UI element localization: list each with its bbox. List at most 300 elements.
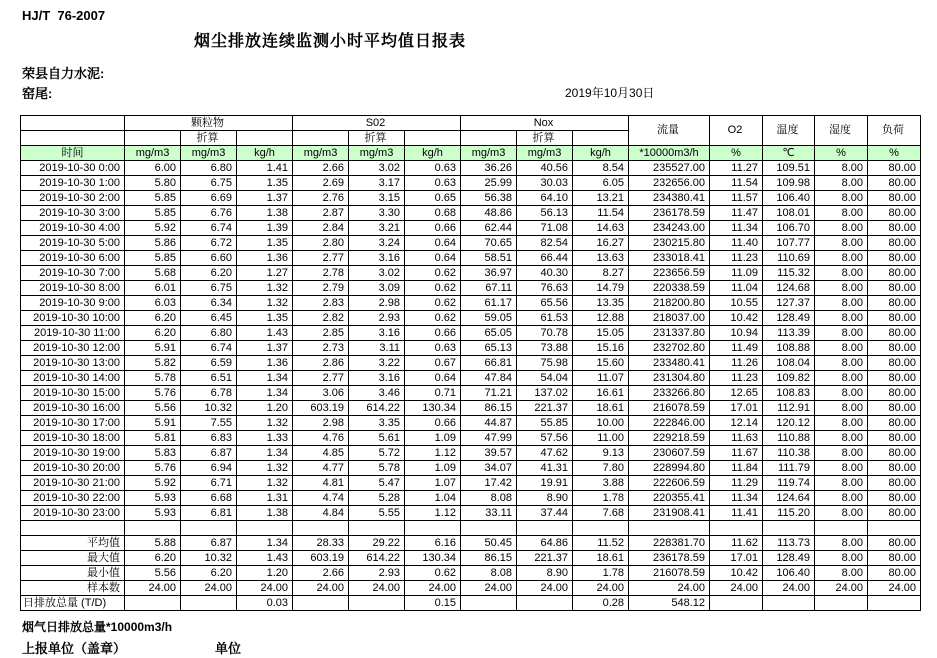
value-cell: 6.01 [125,281,181,296]
value-cell: 231337.80 [629,326,710,341]
value-cell: 18.61 [573,551,629,566]
value-cell: 5.81 [125,431,181,446]
value-cell: 2.77 [293,251,349,266]
value-cell: 230215.80 [629,236,710,251]
value-cell: 127.37 [763,296,815,311]
table-row [21,341,921,356]
table-row [21,491,921,506]
value-cell: 2.77 [293,371,349,386]
value-cell: 5.56 [125,401,181,416]
value-cell: 80.00 [868,296,921,311]
unit-cell: mg/m3 [461,146,517,161]
value-cell: 65.13 [461,341,517,356]
time-cell: 2019-10-30 8:00 [21,281,125,296]
value-cell: 15.05 [573,326,629,341]
value-cell: 6.20 [181,266,237,281]
value-cell: 10.32 [181,401,237,416]
value-cell [710,596,763,611]
unit-cell: ℃ [763,146,815,161]
value-cell: 64.10 [517,191,573,206]
converted-label: 折算 [349,131,405,146]
value-cell: 0.15 [405,596,461,611]
value-cell: 80.00 [868,191,921,206]
value-cell: 8.00 [815,566,868,581]
unit-cell: *10000m3/h [629,146,710,161]
value-cell: 119.74 [763,476,815,491]
value-cell: 11.84 [710,461,763,476]
value-cell: 11.63 [710,431,763,446]
value-cell: 1.39 [237,221,293,236]
value-cell: 86.15 [461,551,517,566]
value-cell: 7.80 [573,461,629,476]
value-cell: 24.00 [710,581,763,596]
value-cell: 0.64 [405,251,461,266]
time-cell: 2019-10-30 6:00 [21,251,125,266]
value-cell: 2.80 [293,236,349,251]
value-cell: 18.61 [573,401,629,416]
value-cell: 4.76 [293,431,349,446]
value-cell: 0.62 [405,566,461,581]
value-cell: 8.00 [815,491,868,506]
value-cell: 1.43 [237,551,293,566]
table-head [21,116,921,161]
time-cell: 2019-10-30 11:00 [21,326,125,341]
value-cell: 1.09 [405,461,461,476]
time-cell: 2019-10-30 17:00 [21,416,125,431]
cell [293,521,349,536]
value-cell: 11.29 [710,476,763,491]
value-cell: 80.00 [868,536,921,551]
value-cell: 2.93 [349,311,405,326]
value-cell: 107.77 [763,236,815,251]
cell [125,521,181,536]
value-cell: 3.16 [349,371,405,386]
time-cell: 2019-10-30 13:00 [21,356,125,371]
value-cell: 0.66 [405,416,461,431]
header-o2: O2 [710,116,763,146]
cell [763,521,815,536]
time-cell: 2019-10-30 5:00 [21,236,125,251]
summary-row [21,551,921,566]
value-cell: 1.04 [405,491,461,506]
table-row [21,446,921,461]
value-cell: 8.00 [815,461,868,476]
value-cell: 1.27 [237,266,293,281]
value-cell: 5.78 [349,461,405,476]
group-header-particulate: 颗粒物 [125,116,293,131]
value-cell: 40.30 [517,266,573,281]
value-cell: 2.87 [293,206,349,221]
value-cell: 11.23 [710,371,763,386]
cell [405,521,461,536]
value-cell [125,596,181,611]
value-cell: 4.84 [293,506,349,521]
value-cell: 5.55 [349,506,405,521]
value-cell: 1.41 [237,161,293,176]
value-cell: 216078.59 [629,401,710,416]
value-cell: 6.76 [181,206,237,221]
value-cell: 17.42 [461,476,517,491]
value-cell: 2.73 [293,341,349,356]
value-cell: 10.32 [181,551,237,566]
table-row [21,506,921,521]
value-cell: 6.45 [181,311,237,326]
value-cell: 82.54 [517,236,573,251]
value-cell: 24.00 [237,581,293,596]
unit-cell: mg/m3 [293,146,349,161]
value-cell: 221.37 [517,551,573,566]
value-cell: 1.34 [237,536,293,551]
value-cell: 2.83 [293,296,349,311]
value-cell: 24.00 [181,581,237,596]
value-cell: 0.67 [405,356,461,371]
cell [21,521,125,536]
value-cell: 6.68 [181,491,237,506]
table-row [21,431,921,446]
header-row-groups [21,116,921,131]
value-cell: 24.00 [868,581,921,596]
unit-cell: % [815,146,868,161]
value-cell: 0.03 [237,596,293,611]
value-cell: 0.68 [405,206,461,221]
value-cell: 8.08 [461,491,517,506]
value-cell: 0.63 [405,161,461,176]
value-cell: 232656.00 [629,176,710,191]
value-cell: 19.91 [517,476,573,491]
value-cell: 2.66 [293,566,349,581]
value-cell: 0.62 [405,311,461,326]
value-cell: 80.00 [868,251,921,266]
value-cell: 6.87 [181,536,237,551]
value-cell: 0.63 [405,176,461,191]
value-cell: 80.00 [868,446,921,461]
value-cell: 66.44 [517,251,573,266]
value-cell: 14.79 [573,281,629,296]
value-cell: 0.62 [405,296,461,311]
value-cell: 8.00 [815,326,868,341]
summary-row [21,581,921,596]
value-cell: 10.42 [710,311,763,326]
value-cell: 7.55 [181,416,237,431]
value-cell: 80.00 [868,386,921,401]
value-cell: 235527.00 [629,161,710,176]
value-cell: 11.09 [710,266,763,281]
time-cell: 2019-10-30 21:00 [21,476,125,491]
value-cell: 220355.41 [629,491,710,506]
value-cell: 222846.00 [629,416,710,431]
table-row [21,476,921,491]
value-cell: 8.00 [815,191,868,206]
value-cell: 33.11 [461,506,517,521]
value-cell: 8.00 [815,296,868,311]
value-cell: 223656.59 [629,266,710,281]
value-cell: 80.00 [868,491,921,506]
value-cell: 11.47 [710,206,763,221]
value-cell: 41.31 [517,461,573,476]
value-cell: 73.88 [517,341,573,356]
group-header-nox: Nox [461,116,629,131]
value-cell: 231908.41 [629,506,710,521]
value-cell: 124.68 [763,281,815,296]
cell [461,131,517,146]
value-cell: 2.98 [349,296,405,311]
value-cell: 13.63 [573,251,629,266]
value-cell [868,596,921,611]
value-cell: 5.85 [125,251,181,266]
value-cell: 8.00 [815,161,868,176]
value-cell: 56.13 [517,206,573,221]
value-cell: 1.32 [237,476,293,491]
cell [349,521,405,536]
value-cell: 6.87 [181,446,237,461]
unit-cell: mg/m3 [125,146,181,161]
value-cell: 113.73 [763,536,815,551]
value-cell [763,596,815,611]
value-cell: 3.15 [349,191,405,206]
value-cell: 76.63 [517,281,573,296]
unit-cell: mg/m3 [349,146,405,161]
report-title: 烟尘排放连续监测小时平均值日报表 [193,33,466,50]
value-cell: 54.04 [517,371,573,386]
time-cell: 2019-10-30 22:00 [21,491,125,506]
summary-label: 最大值 [21,551,125,566]
value-cell: 1.34 [237,371,293,386]
value-cell: 6.75 [181,176,237,191]
value-cell: 218200.80 [629,296,710,311]
value-cell: 229218.59 [629,431,710,446]
summary-row [21,596,921,611]
value-cell: 7.68 [573,506,629,521]
value-cell: 11.23 [710,251,763,266]
table-body [21,161,921,611]
value-cell: 11.41 [710,506,763,521]
value-cell: 6.60 [181,251,237,266]
value-cell: 3.02 [349,266,405,281]
value-cell: 128.49 [763,311,815,326]
value-cell: 6.05 [573,176,629,191]
value-cell: 3.16 [349,251,405,266]
value-cell: 65.56 [517,296,573,311]
value-cell: 65.05 [461,326,517,341]
value-cell: 8.00 [815,176,868,191]
value-cell: 29.22 [349,536,405,551]
value-cell: 5.83 [125,446,181,461]
cell [629,521,710,536]
value-cell: 70.65 [461,236,517,251]
value-cell: 0.62 [405,266,461,281]
report-date: 2019年10月30日 [565,86,655,100]
value-cell: 2.79 [293,281,349,296]
value-cell: 14.63 [573,221,629,236]
value-cell: 39.57 [461,446,517,461]
unit-cell: kg/h [237,146,293,161]
value-cell: 5.76 [125,386,181,401]
value-cell: 6.69 [181,191,237,206]
summary-row [21,566,921,581]
summary-label: 最小值 [21,566,125,581]
value-cell: 6.80 [181,161,237,176]
value-cell [517,596,573,611]
value-cell: 1.12 [405,506,461,521]
value-cell: 3.16 [349,326,405,341]
value-cell: 24.00 [461,581,517,596]
value-cell: 3.11 [349,341,405,356]
value-cell: 24.00 [573,581,629,596]
value-cell: 34.07 [461,461,517,476]
value-cell: 12.65 [710,386,763,401]
value-cell: 128.49 [763,551,815,566]
company-name: 荣县自力水泥: [22,66,105,81]
value-cell: 55.85 [517,416,573,431]
value-cell: 1.36 [237,251,293,266]
value-cell: 1.78 [573,491,629,506]
value-cell: 11.62 [710,536,763,551]
value-cell: 28.33 [293,536,349,551]
value-cell: 11.04 [710,281,763,296]
standard-code: HJ/T 76-2007 [22,8,106,23]
time-cell: 2019-10-30 14:00 [21,371,125,386]
value-cell: 11.52 [573,536,629,551]
value-cell: 5.92 [125,476,181,491]
value-cell: 10.42 [710,566,763,581]
value-cell: 8.90 [517,566,573,581]
table-row [21,191,921,206]
value-cell: 10.94 [710,326,763,341]
value-cell: 71.21 [461,386,517,401]
table-row [21,281,921,296]
value-cell: 230607.59 [629,446,710,461]
value-cell: 0.66 [405,221,461,236]
value-cell: 3.88 [573,476,629,491]
value-cell: 24.00 [517,581,573,596]
unit-cell: % [868,146,921,161]
value-cell: 1.38 [237,206,293,221]
table-row [21,371,921,386]
value-cell: 13.21 [573,191,629,206]
value-cell: 603.19 [293,551,349,566]
cell [237,521,293,536]
value-cell: 108.88 [763,341,815,356]
value-cell: 36.26 [461,161,517,176]
value-cell: 3.24 [349,236,405,251]
value-cell: 113.39 [763,326,815,341]
value-cell: 8.54 [573,161,629,176]
cell [815,521,868,536]
value-cell: 8.00 [815,341,868,356]
location-label: 窑尾: [22,86,53,101]
value-cell: 24.00 [125,581,181,596]
value-cell: 108.04 [763,356,815,371]
value-cell: 15.60 [573,356,629,371]
value-cell: 130.34 [405,551,461,566]
value-cell: 2.98 [293,416,349,431]
value-cell: 1.12 [405,446,461,461]
value-cell: 80.00 [868,326,921,341]
time-cell: 2019-10-30 0:00 [21,161,125,176]
value-cell: 8.27 [573,266,629,281]
value-cell: 228994.80 [629,461,710,476]
value-cell: 8.00 [815,311,868,326]
value-cell: 8.00 [815,236,868,251]
value-cell: 5.86 [125,236,181,251]
value-cell: 0.28 [573,596,629,611]
cell [293,131,349,146]
value-cell: 67.11 [461,281,517,296]
time-cell: 2019-10-30 2:00 [21,191,125,206]
value-cell: 80.00 [868,161,921,176]
value-cell: 11.34 [710,221,763,236]
value-cell: 8.00 [815,281,868,296]
value-cell: 4.85 [293,446,349,461]
value-cell: 220338.59 [629,281,710,296]
value-cell: 6.20 [125,311,181,326]
header-humidity: 湿度 [815,116,868,146]
value-cell: 37.44 [517,506,573,521]
value-cell: 9.13 [573,446,629,461]
value-cell: 40.56 [517,161,573,176]
value-cell: 8.08 [461,566,517,581]
value-cell: 2.86 [293,356,349,371]
value-cell: 106.40 [763,566,815,581]
table-row [21,356,921,371]
value-cell: 115.32 [763,266,815,281]
value-cell: 11.26 [710,356,763,371]
cell [237,131,293,146]
value-cell: 1.35 [237,311,293,326]
time-cell: 2019-10-30 3:00 [21,206,125,221]
value-cell: 80.00 [868,431,921,446]
value-cell: 110.88 [763,431,815,446]
value-cell: 8.00 [815,476,868,491]
value-cell: 8.00 [815,416,868,431]
table-row [21,161,921,176]
value-cell: 3.21 [349,221,405,236]
value-cell: 80.00 [868,401,921,416]
value-cell: 6.03 [125,296,181,311]
unit-cell: kg/h [573,146,629,161]
unit-cell: % [710,146,763,161]
value-cell: 0.64 [405,371,461,386]
value-cell: 109.51 [763,161,815,176]
value-cell: 218037.00 [629,311,710,326]
value-cell: 61.53 [517,311,573,326]
value-cell: 1.78 [573,566,629,581]
value-cell: 8.00 [815,506,868,521]
value-cell: 24.00 [405,581,461,596]
value-cell: 80.00 [868,551,921,566]
value-cell [815,596,868,611]
table-row [21,401,921,416]
table-row [21,386,921,401]
value-cell: 0.65 [405,191,461,206]
value-cell: 1.20 [237,401,293,416]
value-cell: 228381.70 [629,536,710,551]
value-cell: 221.37 [517,401,573,416]
value-cell: 11.27 [710,161,763,176]
value-cell: 11.49 [710,341,763,356]
unit-label: 单位 [215,641,242,656]
value-cell: 5.56 [125,566,181,581]
cell [573,521,629,536]
value-cell: 11.07 [573,371,629,386]
table-row [21,176,921,191]
value-cell: 1.20 [237,566,293,581]
value-cell: 12.14 [710,416,763,431]
value-cell: 47.62 [517,446,573,461]
value-cell: 5.93 [125,491,181,506]
value-cell: 3.02 [349,161,405,176]
value-cell: 24.00 [629,581,710,596]
